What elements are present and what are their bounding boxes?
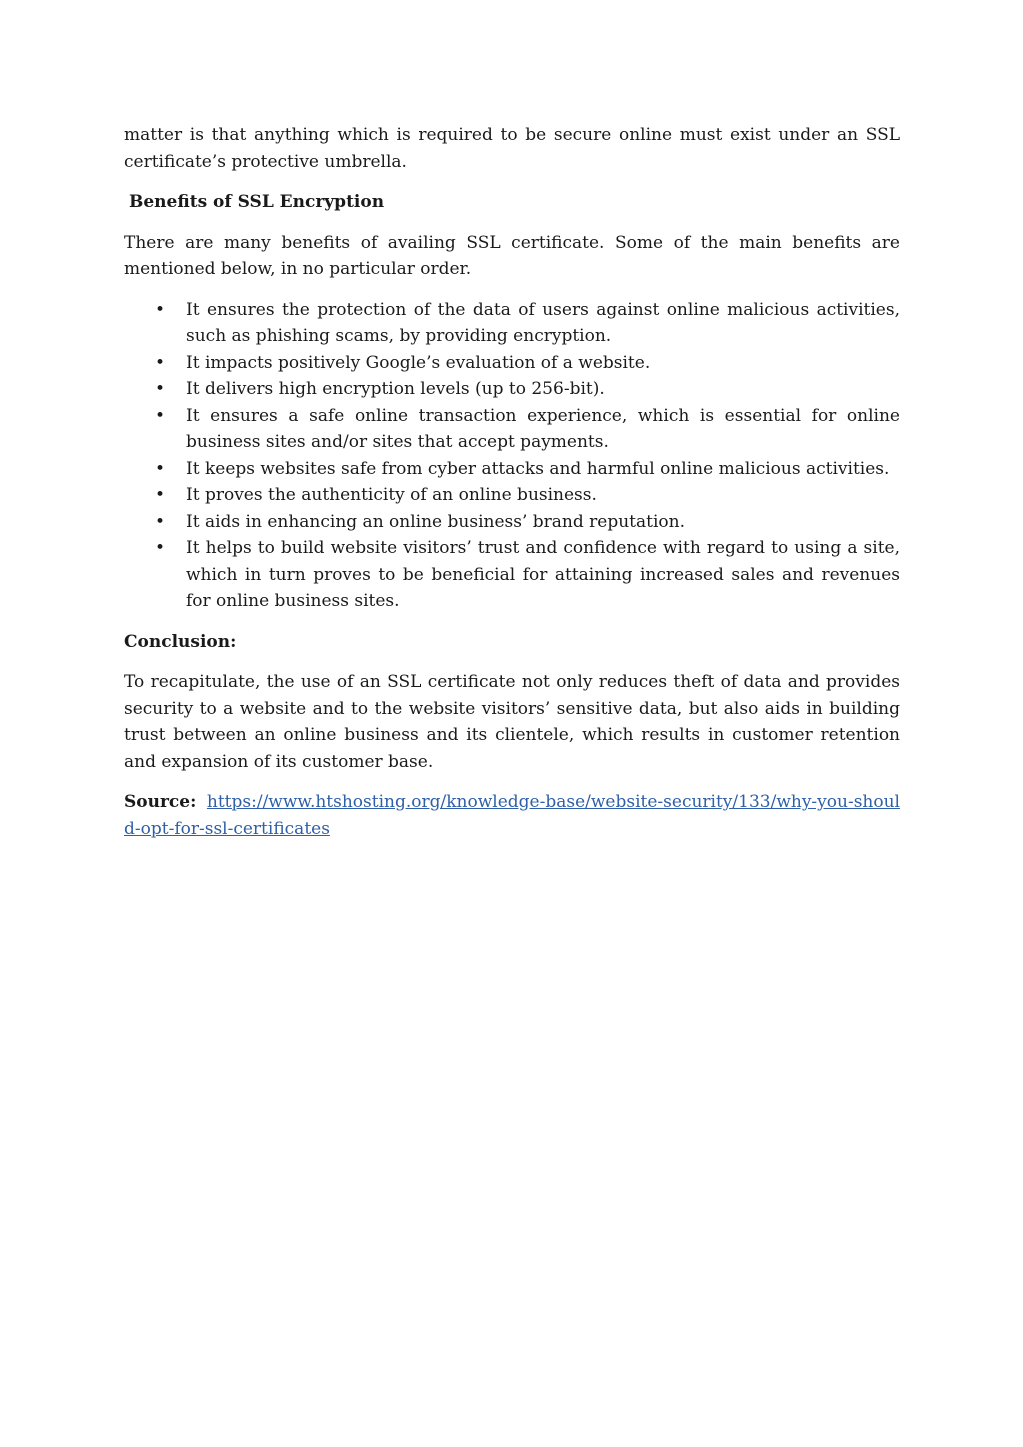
- list-item-text: It helps to build website visitors’ trust and confidence with regard to using a site, which in turn proves to be beneficial for attaining increased sales and revenues for online business sites.: [186, 538, 900, 611]
- list-item: [124, 456, 900, 483]
- source-link[interactable]: https://www.htshosting.org/knowledge-base/website-security/133/why-you-should-opt-for-ssl-certificates: [124, 792, 900, 839]
- list-item-text: It ensures the protection of the data of users against online malicious activities, such as phishing scams, by providing encryption.: [186, 299, 900, 346]
- list-item-text: It delivers high encryption levels (up to 256-bit).: [186, 379, 605, 399]
- list-item-text: It impacts positively Google’s evaluation of a website.: [186, 352, 651, 373]
- list-item-text: It proves the authenticity of an online business.: [186, 485, 597, 505]
- intro-paragraph: matter is that anything which is required to be secure online must exist under an SSL certificate’s protective umbrella.: [124, 125, 900, 172]
- conclusion-heading: Conclusion:: [124, 631, 237, 652]
- list-item: [124, 376, 900, 403]
- source-label: Source:: [124, 792, 197, 812]
- list-item: [124, 403, 900, 456]
- list-item: [124, 482, 900, 509]
- list-item: [124, 297, 900, 350]
- bullet-icon: •: [155, 352, 166, 373]
- bullet-icon: •: [155, 405, 166, 426]
- bullet-icon: •: [155, 511, 166, 532]
- bullet-icon: •: [155, 538, 166, 558]
- list-item: [124, 509, 900, 536]
- benefits-heading: Benefits of SSL Encryption: [129, 192, 385, 212]
- benefits-intro-paragraph: There are many benefits of availing SSL certificate. Some of the main benefits are mentioned below, in no particular order.: [124, 232, 900, 279]
- list-item-text: It ensures a safe online transaction experience, which is essential for online business sites and/or sites that accept payments.: [186, 405, 900, 452]
- list-item-text: It aids in enhancing an online business’ brand reputation.: [186, 511, 685, 532]
- bullet-icon: •: [155, 458, 166, 479]
- benefits-list: [124, 297, 900, 615]
- bullet-icon: •: [155, 299, 166, 320]
- bullet-icon: •: [155, 485, 166, 505]
- document-page: [124, 122, 900, 856]
- source-line: [124, 789, 900, 842]
- conclusion-paragraph: To recapitulate, the use of an SSL certificate not only reduces theft of data and provides security to a website and to the website visitors’ sensitive data, but also aids in building trust between an online business and its clientele, which results in customer retention and expansion of its customer base.: [124, 672, 900, 772]
- list-item: [124, 535, 900, 615]
- bullet-icon: •: [155, 379, 166, 399]
- list-item-text: It keeps websites safe from cyber attacks and harmful online malicious activities.: [186, 458, 890, 479]
- list-item: [124, 350, 900, 377]
